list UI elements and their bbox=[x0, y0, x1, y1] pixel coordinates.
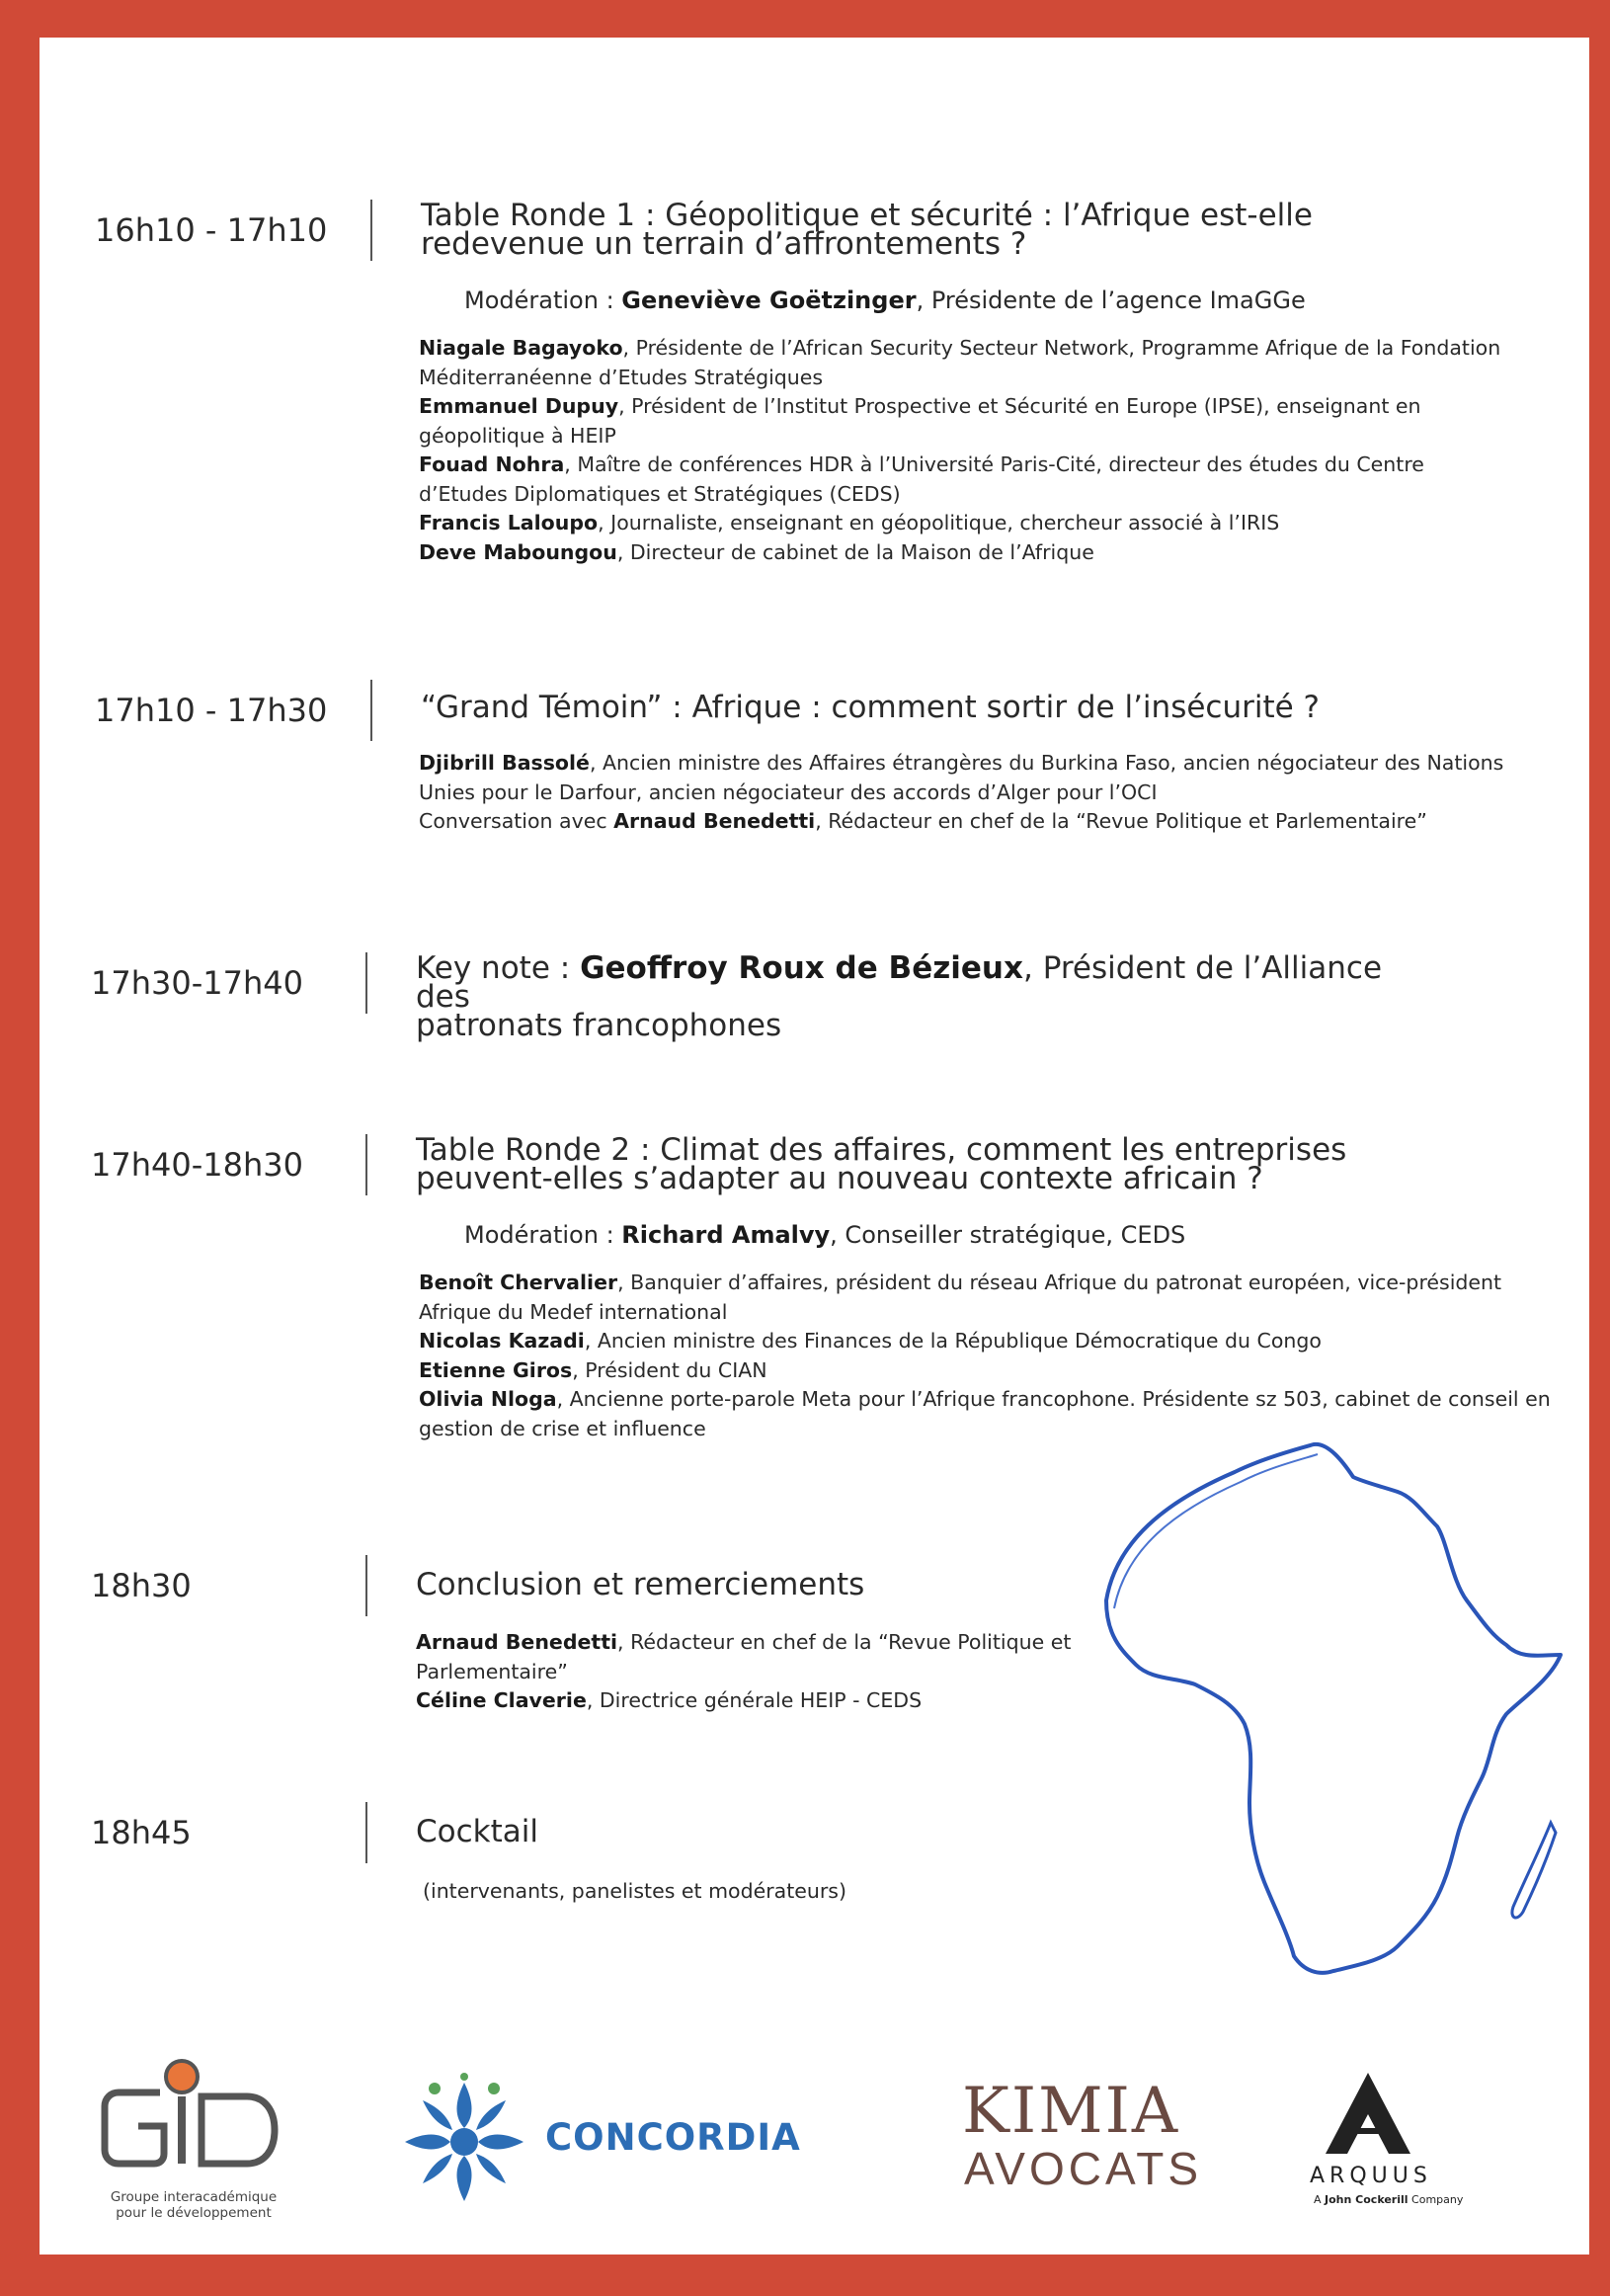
session-title: Cocktail bbox=[416, 1814, 538, 1849]
speaker-list: Arnaud Benedetti, Rédacteur en chef de la “Revue Politique et Parlementaire” Céline Claverie, Directrice générale HEIP - CEDS bbox=[416, 1628, 1087, 1716]
divider bbox=[370, 680, 372, 741]
moderation: Modération : Geneviève Goëtzinger, Présidente de l’agence ImaGGe bbox=[464, 287, 1306, 314]
concordia-emblem-icon bbox=[395, 2073, 533, 2211]
kimia-subtitle: AVOCATS bbox=[964, 2143, 1202, 2194]
keynote-title: Key note : Geoffroy Roux de Bézieux, Président de l’Alliance des patronats francophones bbox=[416, 950, 1383, 1043]
arquus-tagline: A John Cockerill Company bbox=[1314, 2193, 1464, 2206]
divider bbox=[365, 1134, 367, 1195]
concordia-wordmark: CONCORDIA bbox=[545, 2116, 801, 2159]
speaker-list: Niagale Bagayoko, Présidente de l’African Security Secteur Network, Programme Afrique de la Fondation Méditerranéenne d’Etudes Stratégiques Emmanuel Dupuy, Président de l’Institut Prospective et Sécurité en Europe (IPSE), enseignant en géopolitique à HEIP Fouad Nohra, Maître de conférences HDR à l’Université Paris-Cité, directeur des études du Centre d’Etudes Diplomatiques et Stratégiques (CEDS) Francis Laloupo, Journaliste, enseignant en géopolitique, chercheur associé à l’IRIS Deve Maboungou, Directeur de cabinet de la Maison de l’Afrique bbox=[419, 334, 1555, 567]
divider bbox=[365, 952, 367, 1014]
session-title: Table Ronde 1 : Géopolitique et sécurité : l’Afrique est-elle redevenue un terrain d’affrontements ? bbox=[421, 198, 1313, 262]
speaker: Nicolas Kazadi, Ancien ministre des Finances de la République Démocratique du Congo bbox=[419, 1329, 1322, 1353]
speaker-list: Djibrill Bassolé, Ancien ministre des Affaires étrangères du Burkina Faso, ancien négociateur des Nations Unies pour le Darfour, ancien négociateur des accords d’Alger pour l’OCI Conversation avec Arnaud Benedetti, Rédacteur en chef de la “Revue Politique et Parlementaire” bbox=[419, 749, 1555, 837]
speaker: Fouad Nohra, Maître de conférences HDR à l’Université Paris-Cité, directeur des études du Centre bbox=[419, 452, 1424, 476]
arquus-emblem-icon bbox=[1324, 2071, 1412, 2156]
session-time: 18h45 bbox=[91, 1814, 192, 1851]
session-title: Conclusion et remerciements bbox=[416, 1567, 865, 1602]
speaker: Niagale Bagayoko, Présidente de l’African Security Secteur Network, Programme Afrique de la Fondation bbox=[419, 336, 1501, 360]
kimia-wordmark: KIMIA bbox=[962, 2075, 1180, 2148]
divider bbox=[370, 200, 372, 261]
speaker: Benoît Chervalier, Banquier d’affaires, président du réseau Afrique du patronat européen, vice-président bbox=[419, 1271, 1502, 1294]
gid-logo-icon bbox=[99, 2055, 286, 2183]
arquus-wordmark: ARQUUS bbox=[1310, 2164, 1432, 2188]
session-time: 16h10 - 17h10 bbox=[95, 211, 328, 249]
speaker: Emmanuel Dupuy, Président de l’Institut Prospective et Sécurité en Europe (IPSE), enseignant en bbox=[419, 394, 1421, 418]
speaker: Arnaud Benedetti, Rédacteur en chef de la “Revue Politique et bbox=[416, 1630, 1072, 1654]
speaker: Francis Laloupo, Journaliste, enseignant en géopolitique, chercheur associé à l’IRIS bbox=[419, 511, 1280, 534]
speaker: Deve Maboungou, Directeur de cabinet de la Maison de l’Afrique bbox=[419, 539, 1094, 564]
speaker: Djibrill Bassolé, Ancien ministre des Affaires étrangères du Burkina Faso, ancien négociateur des Nations bbox=[419, 751, 1504, 775]
session-title: Table Ronde 2 : Climat des affaires, comment les entreprises peuvent-elles s’adapter au nouveau contexte africain ? bbox=[416, 1132, 1347, 1196]
speaker: Olivia Nloga, Ancienne porte-parole Meta pour l’Afrique francophone. Présidente sz 503, cabinet de conseil en bbox=[419, 1387, 1551, 1411]
divider bbox=[365, 1555, 367, 1616]
session-time: 17h30-17h40 bbox=[91, 964, 303, 1002]
session-time: 18h30 bbox=[91, 1567, 192, 1604]
partner-logos bbox=[0, 2015, 1610, 2253]
session-time: 17h10 - 17h30 bbox=[95, 692, 328, 729]
conversation: Conversation avec Arnaud Benedetti, Rédacteur en chef de la “Revue Politique et Parlementaire” bbox=[419, 809, 1427, 833]
africa-outline-icon bbox=[1057, 1433, 1610, 2015]
divider bbox=[365, 1802, 367, 1863]
speaker-list: Benoît Chervalier, Banquier d’affaires, président du réseau Afrique du patronat européen, vice-président Afrique du Medef international Nicolas Kazadi, Ancien ministre des Finances de la République Démocratique du Congo Etienne Giros, Président du CIAN Olivia Nloga, Ancienne porte-parole Meta pour l’Afrique francophone. Présidente sz 503, cabinet de conseil en gestion de crise et influence bbox=[419, 1269, 1565, 1443]
session-title: “Grand Témoin” : Afrique : comment sortir de l’insécurité ? bbox=[421, 690, 1321, 725]
speaker: Céline Claverie, Directrice générale HEIP - CEDS bbox=[416, 1688, 923, 1712]
cocktail-note: (intervenants, panelistes et modérateurs) bbox=[423, 1879, 846, 1903]
moderation: Modération : Richard Amalvy, Conseiller stratégique, CEDS bbox=[464, 1221, 1186, 1249]
session-time: 17h40-18h30 bbox=[91, 1146, 303, 1184]
speaker: Etienne Giros, Président du CIAN bbox=[419, 1357, 767, 1382]
gid-subtitle: Groupe interacadémique pour le développement bbox=[110, 2189, 278, 2221]
